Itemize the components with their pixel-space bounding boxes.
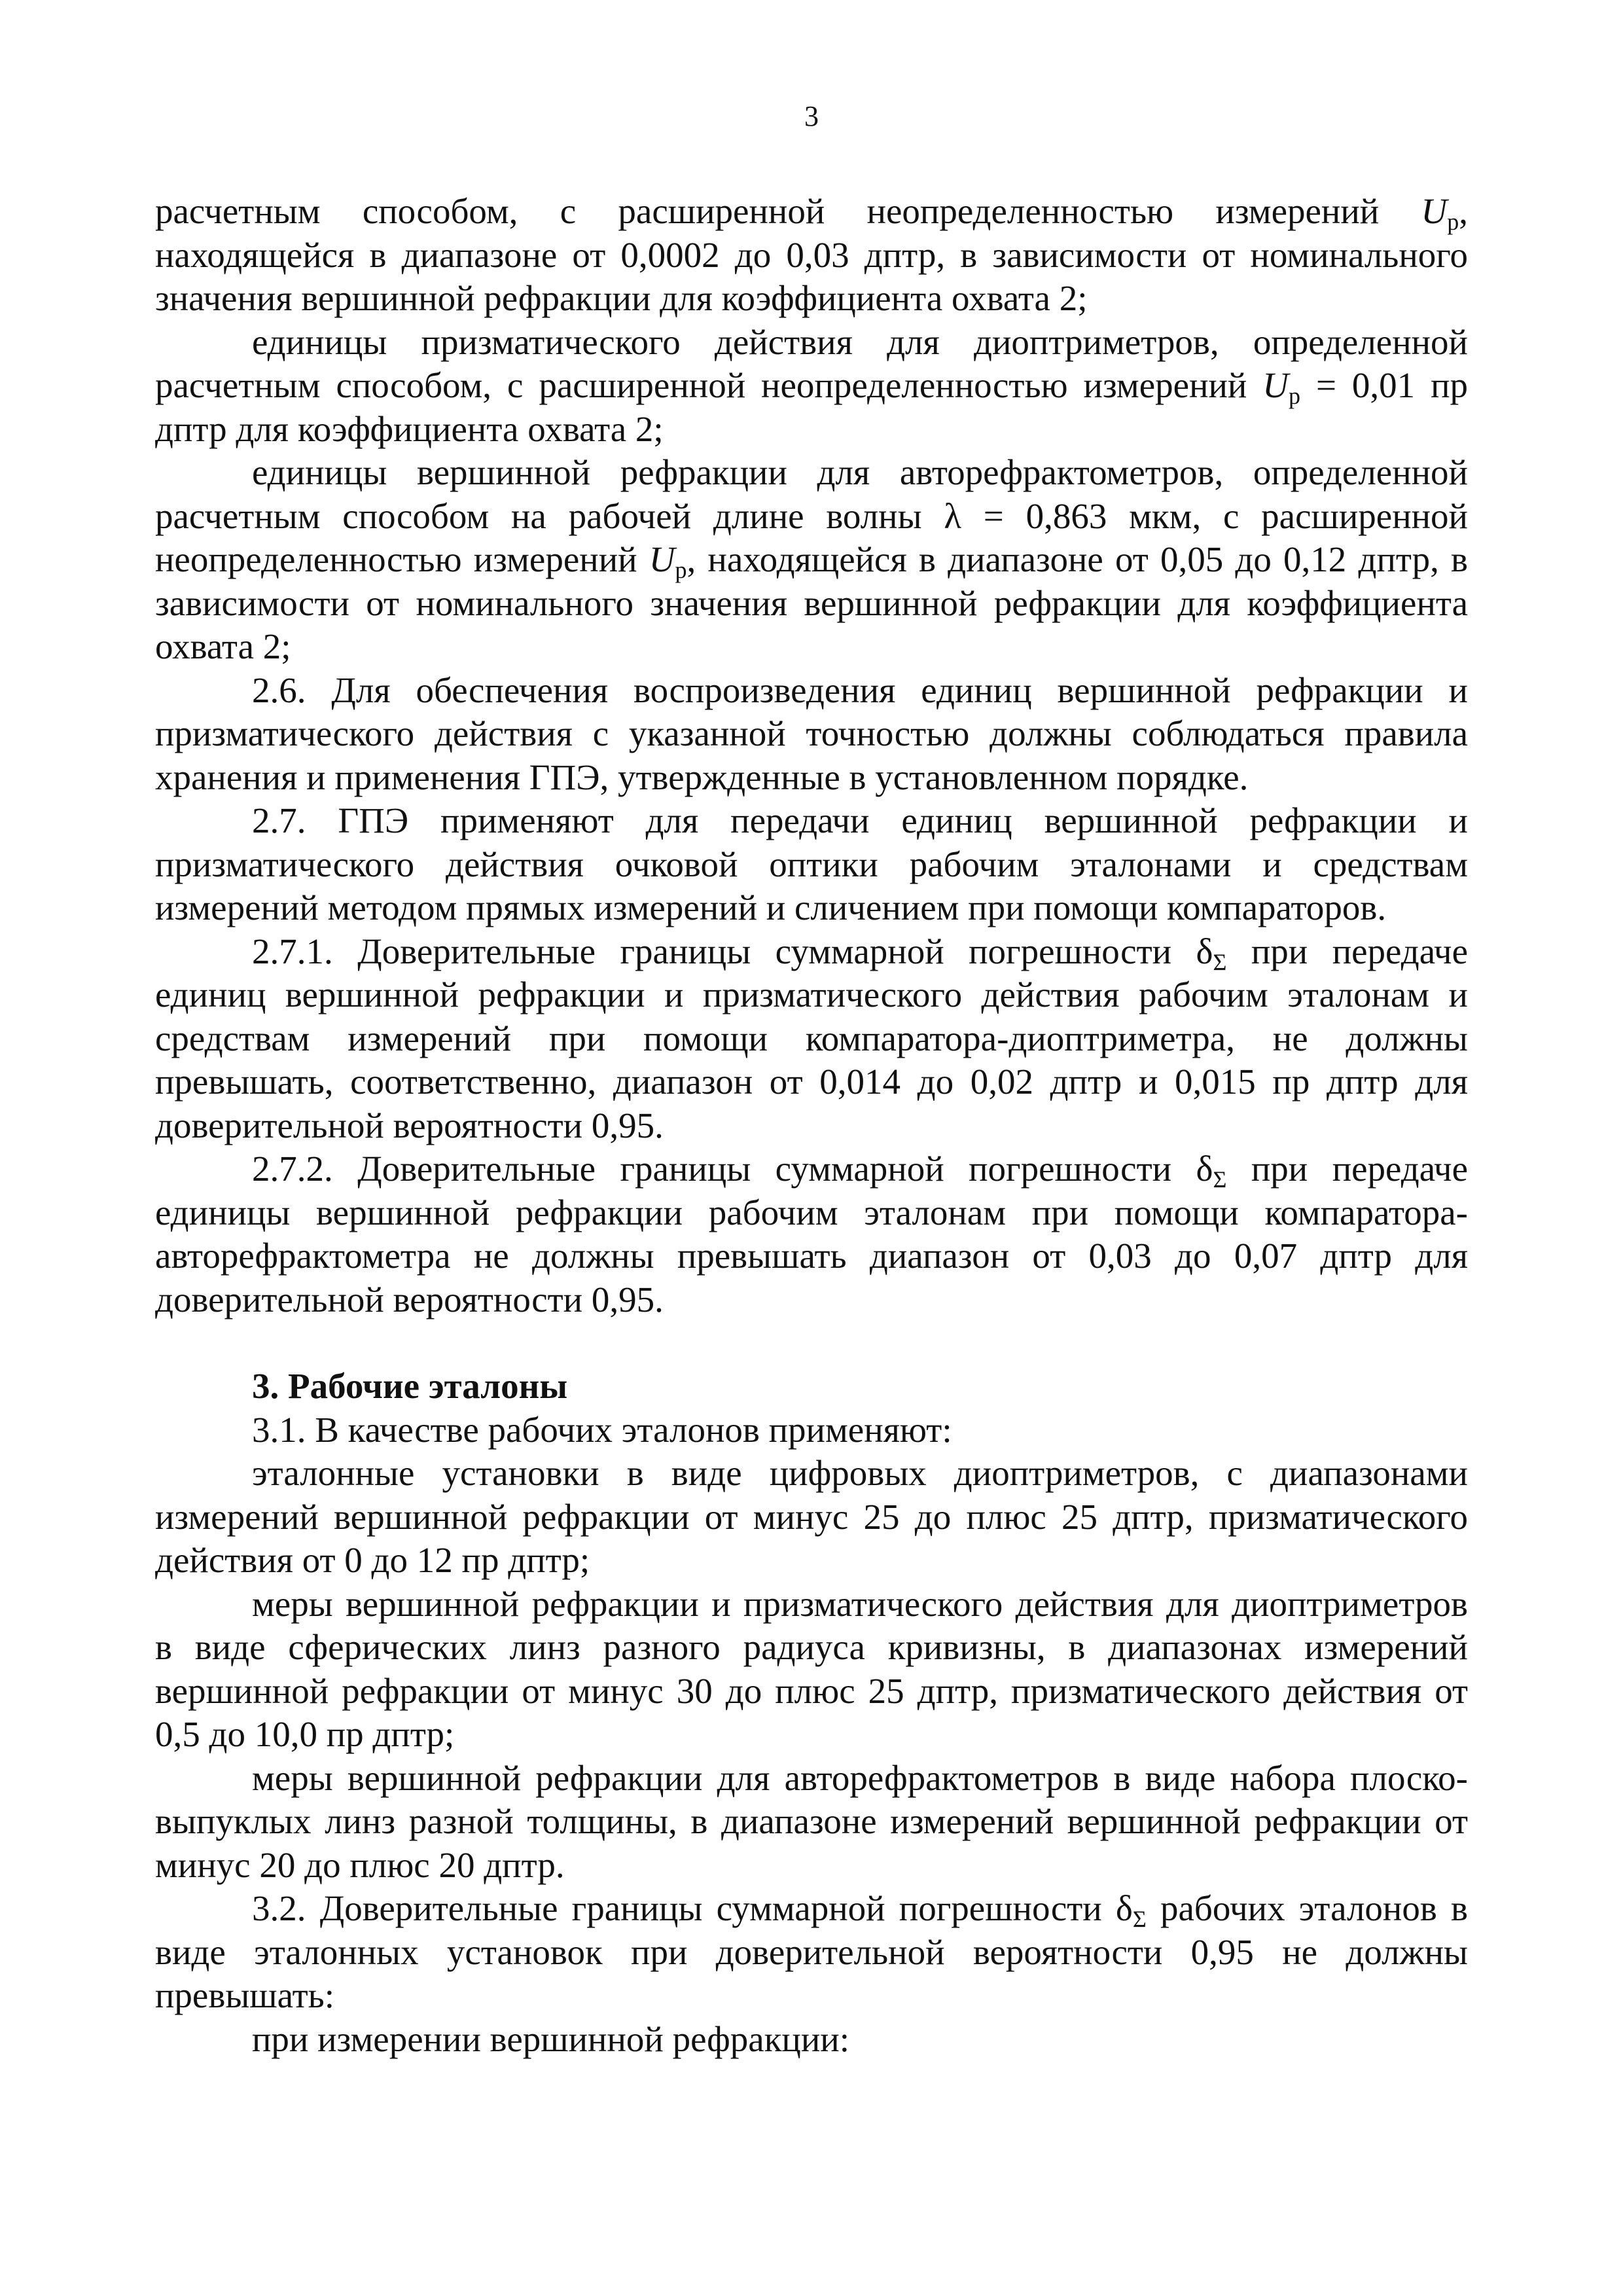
text-run: расчетным способом, с расширенной неопределенностью измерений xyxy=(155,191,1421,231)
paragraph xyxy=(155,321,1468,452)
section-heading xyxy=(155,1365,1468,1408)
paragraph xyxy=(155,1887,1468,2018)
paragraph xyxy=(155,1452,1468,1583)
paragraph xyxy=(155,190,1468,321)
subscript: Σ xyxy=(1213,1166,1227,1193)
text-run: = 0,01 пр дптр для коэффициента охвата 2; xyxy=(155,365,1468,449)
subscript: p xyxy=(1289,383,1301,409)
text-run: 3.2. Доверительные границы суммарной погрешности δ xyxy=(252,1888,1133,1928)
text-run: , находящейся в диапазоне от 0,0002 до 0,03 дптр, в зависимости от номинального значения вершинной рефракции для коэффициента охвата 2; xyxy=(155,191,1468,318)
page-number: 3 xyxy=(804,100,819,132)
italic-symbol: U xyxy=(1421,191,1448,231)
subscript: p xyxy=(1447,209,1459,235)
text-run: рабочих эталонов в виде эталонных установок при доверительной вероятности 0,95 не должны превышать: xyxy=(155,1888,1468,2015)
subscript: Σ xyxy=(1132,1906,1147,1932)
paragraph xyxy=(155,451,1468,669)
document-body xyxy=(155,190,1468,2061)
paragraph xyxy=(155,2018,1468,2062)
paragraph xyxy=(155,799,1468,930)
text-run: при передаче единиц вершинной рефракции и призматического действия рабочим эталонам и средствам измерений при помощи компаратора-диоптриметра, не должны превышать, соответственно, диапазон от 0,014 до 0,02 дптр и 0,015 пр дптр для доверительной вероятности 0,95. xyxy=(155,931,1468,1145)
paragraph xyxy=(155,930,1468,1148)
text-run: 2.7. ГПЭ применяют для передачи единиц вершинной рефракции и призматического действия очковой оптики рабочим эталонами и средствам измерений методом прямых измерений и сличением при помощи компараторов. xyxy=(155,800,1468,927)
text-run: 3.1. В качестве рабочих эталонов применяют: xyxy=(252,1409,952,1450)
paragraph xyxy=(155,1757,1468,1888)
italic-symbol: U xyxy=(649,539,675,579)
text-run: единицы вершинной рефракции для авторефрактометров, определенной расчетным способом на рабочей длине волны λ = 0,863 мкм, с расширенной неопределенностью измерений xyxy=(155,452,1468,579)
text-run: 3. Рабочие эталоны xyxy=(252,1366,568,1406)
paragraph xyxy=(155,1583,1468,1757)
text-run: при передаче единицы вершинной рефракции рабочим эталонам при помощи компаратора-авторефрактометра не должны превышать диапазон от 0,03 до 0,07 дптр для доверительной вероятности 0,95. xyxy=(155,1149,1468,1319)
text-run: 2.6. Для обеспечения воспроизведения единиц вершинной рефракции и призматического действия с указанной точностью должны соблюдаться правила хранения и применения ГПЭ, утвержденные в установленном порядке. xyxy=(155,670,1468,797)
subscript: p xyxy=(675,557,687,583)
text-run: единицы призматического действия для диоптриметров, определенной расчетным способом, с расширенной неопределенностью измерений xyxy=(155,321,1468,405)
text-run: меры вершинной рефракции и призматического действия для диоптриметров в виде сферических линз разного радиуса кривизны, в диапазонах измерений вершинной рефракции от минус 30 до плюс 25 дптр, призматического действия от 0,5 до 10,0 пр дптр; xyxy=(155,1583,1468,1754)
text-run: 2.7.2. Доверительные границы суммарной погрешности δ xyxy=(252,1149,1213,1189)
italic-symbol: U xyxy=(1262,365,1289,405)
text-run: меры вершинной рефракции для авторефрактометров в виде набора плоско-выпуклых линз разной толщины, в диапазоне измерений вершинной рефракции от минус 20 до плюс 20 дптр. xyxy=(155,1757,1468,1885)
paragraph xyxy=(155,1408,1468,1452)
paragraph xyxy=(155,1147,1468,1321)
paragraph xyxy=(155,669,1468,800)
subscript: Σ xyxy=(1213,948,1227,975)
text-run: эталонные установки в виде цифровых диоптриметров, с диапазонами измерений вершинной рефракции от минус 25 до плюс 25 дптр, призматического действия от 0 до 12 пр дптр; xyxy=(155,1453,1468,1580)
text-run: 2.7.1. Доверительные границы суммарной погрешности δ xyxy=(252,931,1213,971)
text-run: при измерении вершинной рефракции: xyxy=(252,2018,850,2059)
text-run: , находящейся в диапазоне от 0,05 до 0,12 дптр, в зависимости от номинального значения вершинной рефракции для коэффициента охвата 2; xyxy=(155,539,1468,666)
